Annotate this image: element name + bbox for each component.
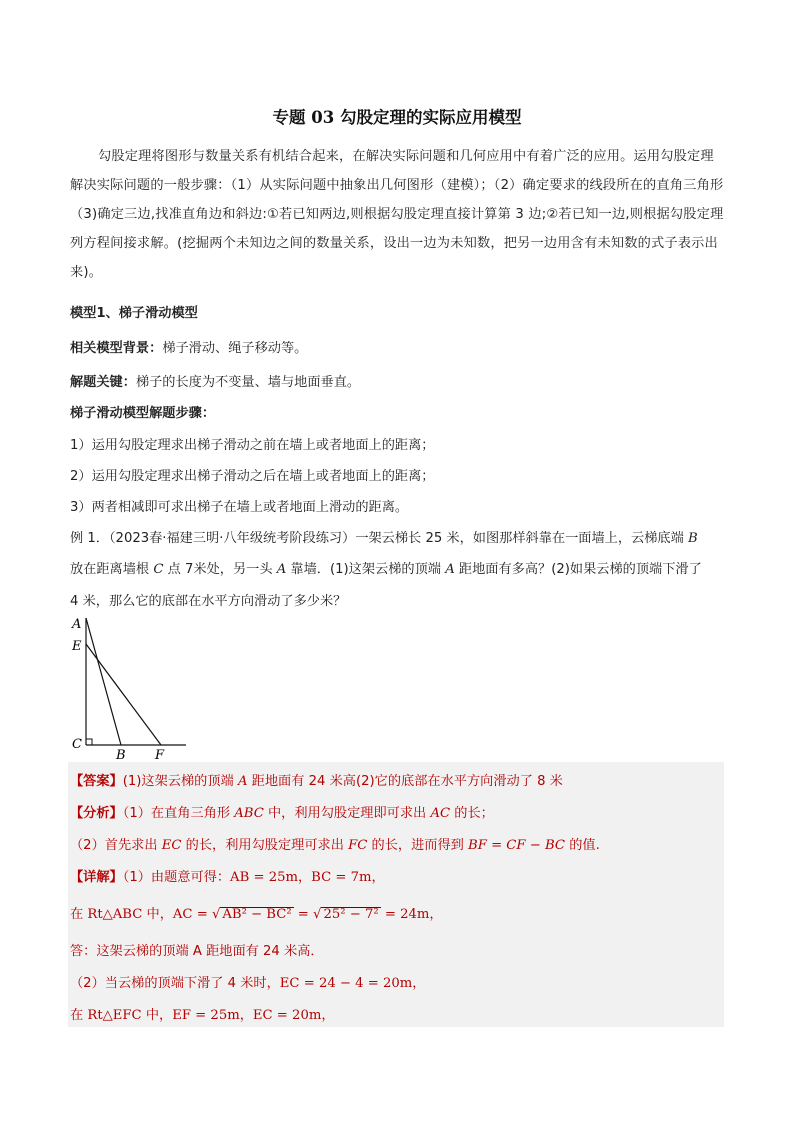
analysis-text: 中，利用勾股定理即可求出: [263, 806, 431, 821]
right-angle-mark: [86, 739, 92, 745]
example-text: 距地面有多高？(2)如果云梯的顶端下滑了: [454, 562, 702, 577]
detail-text: 中，: [141, 1008, 173, 1023]
analysis-formula: BF = CF − BC: [468, 838, 566, 853]
analysis-var: EC: [161, 838, 182, 853]
label-E: E: [72, 639, 82, 654]
detail-formula: Rt△EFC: [87, 1008, 142, 1023]
example-text: 靠墙．(1)这架云梯的顶端: [286, 562, 446, 577]
detail-formula: =: [293, 907, 314, 922]
model-heading: 模型1、梯子滑动模型: [70, 306, 198, 321]
label-C: C: [72, 737, 82, 752]
example-text: 一架云梯长 25 米，如图那样斜靠在一面墙上，云梯底端: [355, 531, 688, 546]
example-var: A: [276, 562, 287, 577]
analysis-text: 的长；: [450, 806, 494, 821]
analysis-text: 的长，进而得到: [367, 838, 469, 853]
sqrt-expression: AB² − BC²: [222, 907, 292, 922]
answer-text: 距地面有 24 米高(2)它的底部在水平方向滑动了 8 米: [247, 774, 563, 789]
background-text: 梯子滑动、绳子移动等。: [162, 341, 308, 356]
detail-tag: 【详解】: [70, 870, 123, 885]
example-var: A: [445, 562, 455, 577]
model-background: [70, 337, 730, 356]
model-key: [70, 371, 730, 390]
example-var: B: [687, 531, 698, 546]
example-line-2: [70, 558, 730, 577]
detail-text: 中，: [142, 907, 173, 922]
label-B: B: [116, 748, 126, 762]
analysis-text: （1）在直角三角形: [122, 806, 235, 821]
detail-line-3: 答：这架云梯的顶端 A 距地面有 24 米高．: [70, 944, 324, 959]
ladder-AB: [86, 618, 121, 745]
detail-formula: EC = 24 − 4 = 20m，: [279, 976, 426, 991]
detail-text: （1）由题意可得：: [122, 870, 231, 885]
detail-text: （2）当云梯的顶端下滑了 4 米时，: [70, 976, 280, 991]
answer-tag: 【答案】: [70, 774, 123, 789]
steps-heading: 梯子滑动模型解题步骤：: [70, 406, 216, 421]
answer-var: A: [237, 774, 248, 789]
analysis-line-1: [70, 802, 494, 821]
example-text: 放在距离墙根: [70, 562, 154, 577]
label-A: A: [72, 617, 82, 632]
answer-line: [70, 770, 563, 789]
background-label: 相关模型背景：: [70, 341, 163, 356]
analysis-var: ABC: [234, 806, 264, 821]
intro-paragraph: 勾股定理将图形与数量关系有机结合起来，在解决实际问题和几何应用中有着广泛的应用。运用勾股定理解决实际问题的一般步骤：（1）从实际问题中抽象出几何图形（建模）；（2）确定要求的线段所在的直角三角形（3)确定三边,找准直角边和斜边:①若已知两边,则根据勾股定理直接计算第 3 边;②若已知一边,则根据勾股定理列方程间接求解。(挖掘两个未知边之间的数量关系，设出一边为未知数，把另一边用含有未知数的式子表示出来)。: [70, 149, 724, 280]
step-item: 1）运用勾股定理求出梯子滑动之前在墙上或者地面上的距离；: [70, 438, 435, 453]
analysis-line-2: [70, 834, 600, 853]
detail-formula: Rt△ABC: [87, 907, 143, 922]
example-source: （2023春·福建三明·八年级统考阶段练习）: [108, 531, 356, 546]
page-title: 专题 03 勾股定理的实际应用模型: [272, 108, 522, 127]
detail-text: 在: [70, 907, 88, 922]
analysis-var: FC: [348, 838, 368, 853]
analysis-tag: 【分析】: [70, 806, 123, 821]
detail-formula: EF = 25m，EC = 20m，: [172, 1008, 335, 1023]
detail-text: 在: [70, 1008, 88, 1023]
example-lead: 例 1．: [70, 531, 109, 546]
step-item: 2）运用勾股定理求出梯子滑动之后在墙上或者地面上的距离；: [70, 469, 435, 484]
detail-line-4: [70, 972, 425, 991]
detail-line-5: [70, 1004, 335, 1023]
example-line-1: [70, 527, 730, 546]
example-line-3: 4 米，那么它的底部在水平方向滑动了多少米？: [70, 594, 347, 609]
key-label: 解题关键：: [70, 375, 136, 390]
analysis-text: 的长，利用勾股定理可求出: [181, 838, 349, 853]
key-text: 梯子的长度为不变量、墙与地面垂直。: [135, 375, 361, 390]
sqrt-expression: 25² − 7²: [323, 907, 379, 922]
analysis-text: （2）首先求出: [70, 838, 162, 853]
detail-formula: AC =: [172, 907, 212, 922]
ladder-EF: [86, 644, 161, 745]
example-text: 点 7米处，另一头: [163, 562, 277, 577]
ladder-figure: [66, 614, 196, 762]
detail-line-2: 在 Rt△ABC 中，AC = √ AB² − BC² = √ 25² − 7² = 24m，: [70, 907, 443, 922]
analysis-text: 的值.: [565, 838, 600, 853]
example-var: C: [153, 562, 164, 577]
detail-formula: AB = 25m，BC = 7m，: [230, 870, 385, 885]
answer-text: (1)这架云梯的顶端: [122, 774, 238, 789]
analysis-var: AC: [430, 806, 451, 821]
detail-formula: = 24m，: [380, 907, 443, 922]
detail-line-1: [70, 866, 385, 885]
label-F: F: [155, 748, 165, 762]
step-item: 3）两者相减即可求出梯子在墙上或者地面上滑动的距离。: [70, 500, 409, 515]
